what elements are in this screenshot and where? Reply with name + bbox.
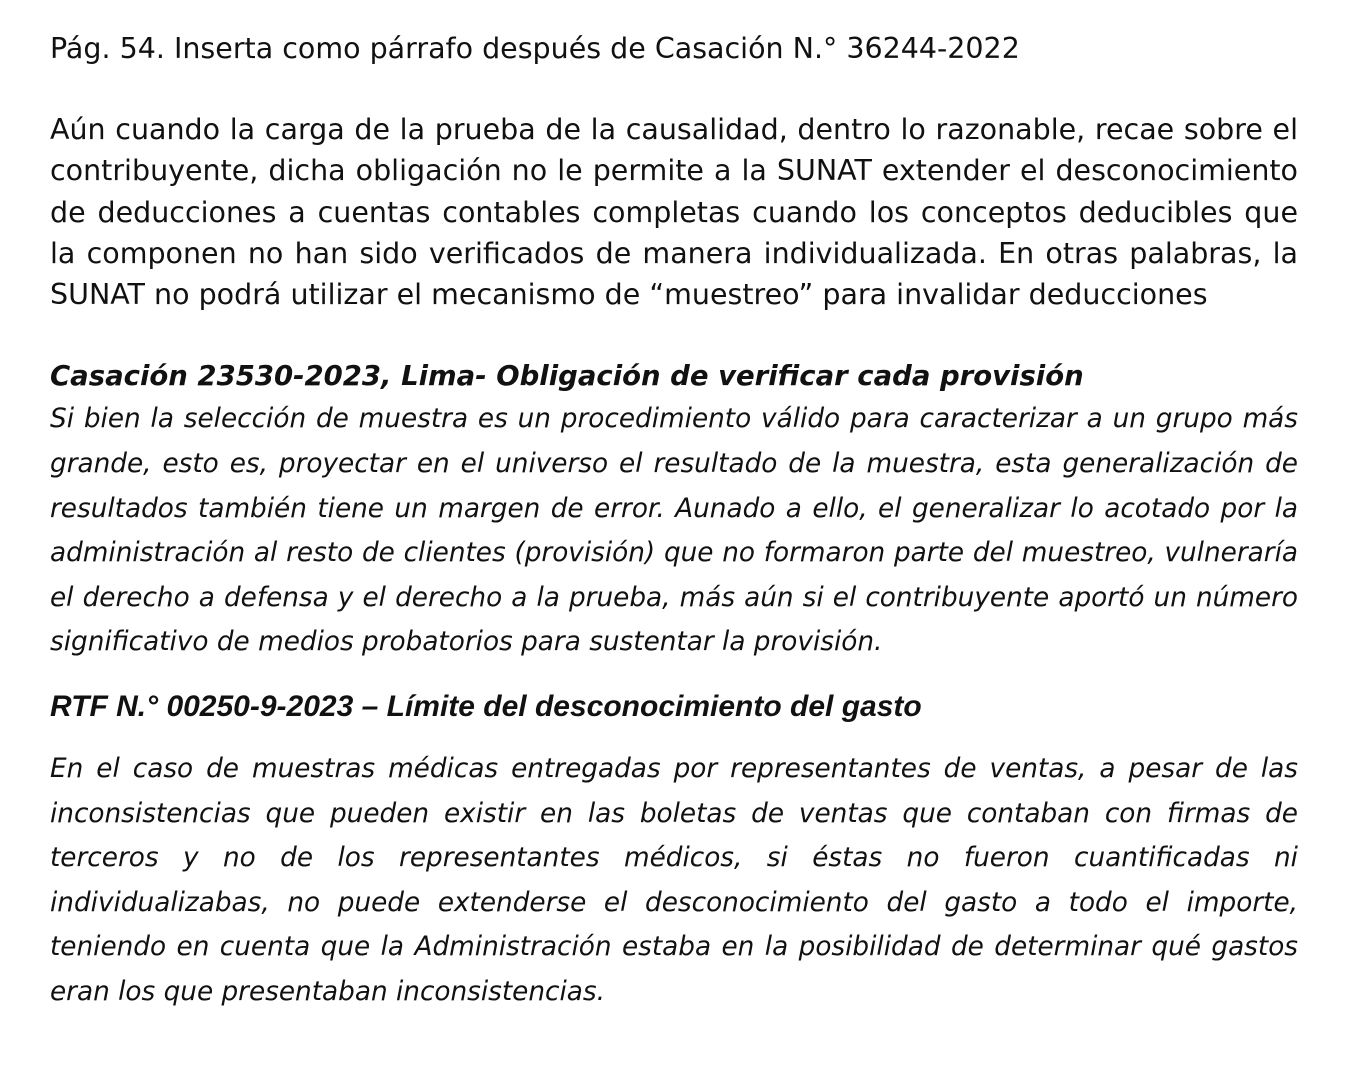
section-heading-casacion: Casación 23530-2023, Lima- Obligación de verificar cada provisión (50, 360, 1084, 393)
section-body-casacion: Si bien la selección de muestra es un procedimiento válido para caracterizar a un grupo más grande, esto es, proyectar en el universo el resultado de la muestra, esta generalización de resultados también tiene un margen de error. Aunado a ello, el generalizar lo acotado por la administración al resto de clientes (provisión) que no formaron parte del muestreo, vulneraría el derecho a defensa y el derecho a la prueba, más aún si el contribuyente aportó un número significativo de medios probatorios para sustentar la provisión. (50, 404, 1298, 658)
document-page (50, 28, 1298, 1015)
insertion-note: Pág. 54. Inserta como párrafo después de Casación N.° 36244-2022 (50, 32, 1020, 65)
section-heading-rtf: RTF N.° 00250-9-2023 – Límite del desconocimiento del gasto (50, 690, 922, 724)
section-body-rtf: En el caso de muestras médicas entregadas por representantes de ventas, a pesar de las inconsistencias que pueden existir en las boletas de ventas que contaban con firmas de terceros y no de los representantes médicos, si éstas no fueron cuantificadas ni individualizabas, no puede extenderse el desconocimiento del gasto a todo el importe, teniendo en cuenta que la Administración estaba en la posibilidad de determinar qué gastos eran los que presentaban inconsistencias. (50, 754, 1298, 1008)
intro-paragraph: Aún cuando la carga de la prueba de la causalidad, dentro lo razonable, recae sobre el contribuyente, dicha obligación no le permite a la SUNAT extender el desconocimiento de deducciones a cuentas contables completas cuando los conceptos deducibles que la componen no han sido verificados de manera individualizada. En otras palabras, la SUNAT no podrá utilizar el mecanismo de “muestreo” para invalidar deducciones (50, 113, 1298, 312)
